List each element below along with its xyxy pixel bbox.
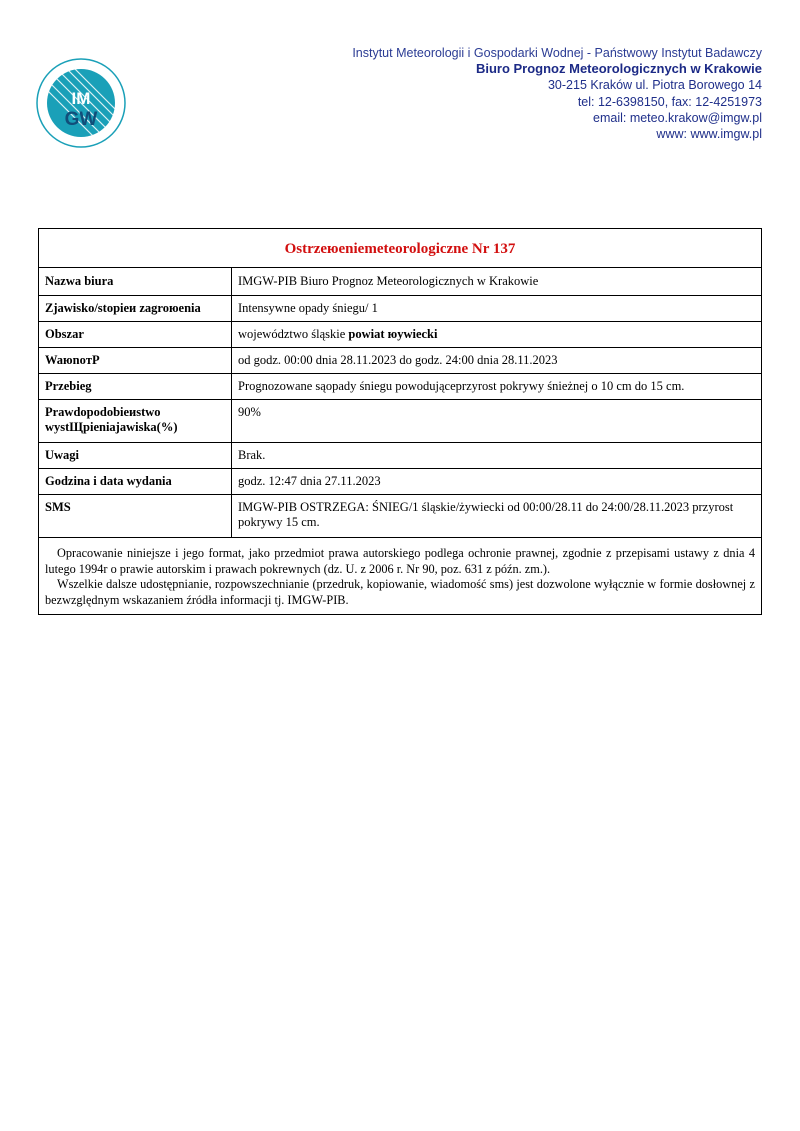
redistribution-paragraph: Wszelkie dalsze udostępnianie, rozpowszechnianie (przedruk, kopiowanie, wiadomość sms) jest dozwolone wyłącznie w formie dosłownej z bezwzględnym wskazaniem źródła informacji tj. IMGW-PIB. [45,577,755,607]
field-label: Nazwa biura [39,268,232,296]
website: www: www.imgw.pl [656,127,762,142]
field-label: WaюnoтР [39,348,232,374]
field-label: Zjawisko/stopieи zagroюenia [39,296,232,322]
field-value: od godz. 00:00 dnia 28.11.2023 do godz. 24:00 dnia 28.11.2023 [232,348,762,374]
table-row [39,400,761,443]
table-row [39,268,761,296]
field-value: Prognozowane sąopady śniegu powodująceprzyrost pokrywy śnieżnej o 10 cm do 15 cm. [232,374,762,400]
copyright-note [39,538,761,614]
institute-header [352,45,762,142]
table-row [39,469,761,495]
phone: tel: 12-6398150, fax: 12-4251973 [577,94,762,109]
warning-fields-table [39,268,761,538]
field-label: Przebieg [39,374,232,400]
table-row [39,296,761,322]
address: 30-215 Kraków ul. Piotra Borowego 14 [547,78,762,93]
area-region: województwo śląskie [238,327,346,341]
svg-text:GW: GW [64,109,98,130]
field-label: Obszar [39,322,232,348]
field-label: Godzina i data wydania [39,469,232,495]
imgw-logo [35,57,127,149]
field-value [232,322,762,348]
field-value: IMGW-PIB OSTRZEGA: ŚNIEG/1 śląskie/żywiecki od 00:00/28.11 do 24:00/28.11.2023 przyrost pokrywy 15 cm. [232,495,762,538]
field-label: Uwagi [39,443,232,469]
area-county: powiat юywiecki [348,327,438,341]
table-row [39,348,761,374]
field-value: IMGW-PIB Biuro Prognoz Meteorologicznych w Krakowie [232,268,762,296]
warning-document [38,228,762,615]
field-value: 90% [232,400,762,443]
warning-title: Ostrzeюeniemeteorologiczne Nr 137 [39,229,761,268]
svg-text:IM: IM [71,89,91,108]
field-value: godz. 12:47 dnia 27.11.2023 [232,469,762,495]
table-row [39,374,761,400]
table-row [39,322,761,348]
table-row [39,495,761,538]
institute-name: Instytut Meteorologii i Gospodarki Wodnej - Państwowy Instytut Badawczy [352,46,762,60]
table-row [39,443,761,469]
email: email: meteo.krakow@imgw.pl [593,110,762,125]
field-value: Intensywne opady śniegu/ 1 [232,296,762,322]
copyright-paragraph: Opracowanie niniejsze i jego format, jako przedmiot prawa autorskiego podlega ochronie prawnej, zgodnie z przepisami ustawy z dnia 4 lutego 1994r o prawie autorskim i prawach pokrewnych (dz. U. z 2006 r. Nr 90, poz. 631 z późn. zm.). [45,546,755,576]
field-value: Brak. [232,443,762,469]
field-label: Prawdopodobieиstwo wystЩpieniajawiska(%) [39,400,232,443]
office-name: Biuro Prognoz Meteorologicznych w Krakowie [475,61,762,77]
field-label: SMS [39,495,232,538]
